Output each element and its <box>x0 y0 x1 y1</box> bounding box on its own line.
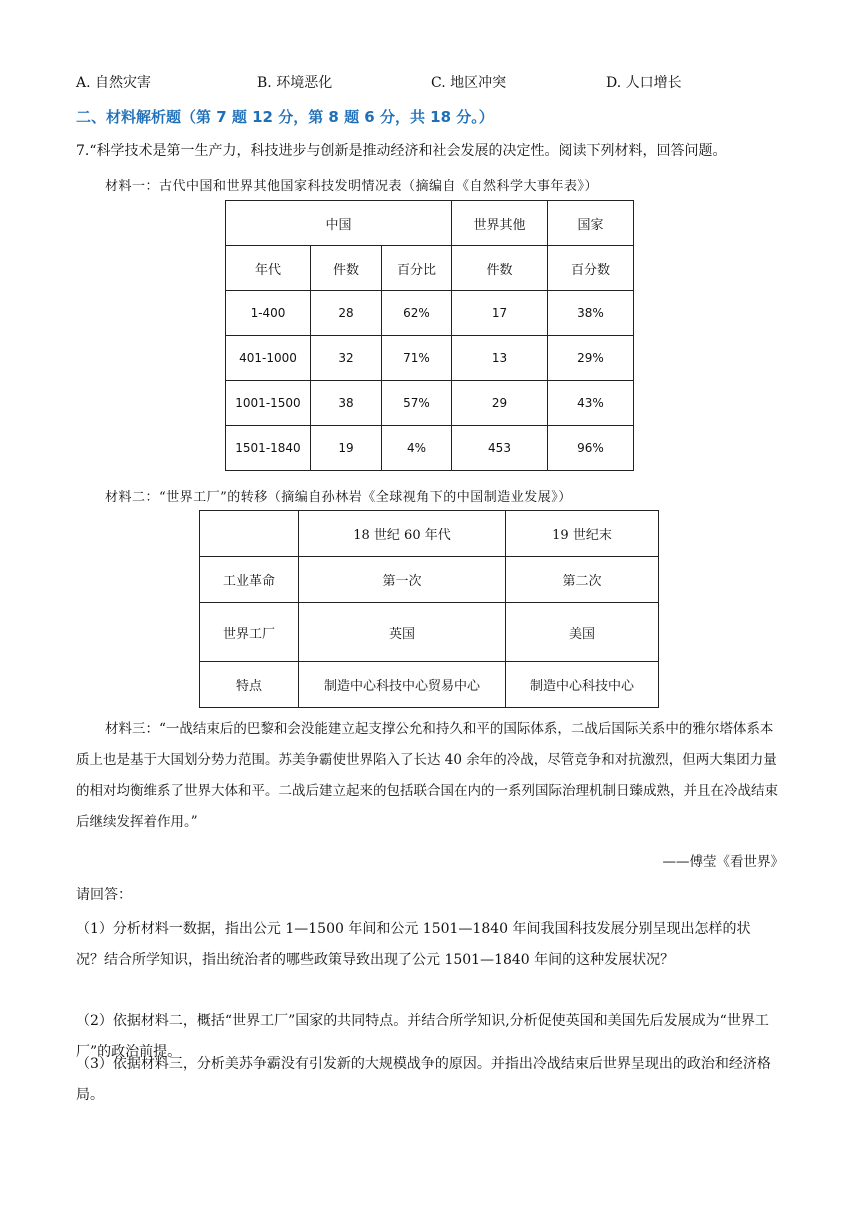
cell-w-pct: 38% <box>548 291 634 336</box>
header-world: 世界其他 <box>452 201 548 246</box>
cell-w-count: 13 <box>452 336 548 381</box>
cell: 第一次 <box>299 557 506 603</box>
cell-cn-pct: 4% <box>382 426 452 471</box>
table-row <box>200 511 659 557</box>
answer-options-row <box>76 72 796 96</box>
row-label: 特点 <box>200 662 299 708</box>
col-pct: 百分比 <box>382 246 452 291</box>
option-b: B. 环境恶化 <box>257 75 333 91</box>
option-c: C. 地区冲突 <box>431 75 507 91</box>
table-row <box>200 557 659 603</box>
material-1-title: 材料一：古代中国和世界其他国家科技发明情况表（摘编自《自然科学大事年表》） <box>105 179 599 194</box>
table-row <box>226 381 634 426</box>
cell: 美国 <box>506 603 659 662</box>
cell-w-count: 453 <box>452 426 548 471</box>
question-7-stem: 7.“科学技术是第一生产力，科技进步与创新是推动经济和社会发展的决定性。阅读下列材料，回答问题。 <box>76 143 727 159</box>
col-count: 件数 <box>311 246 382 291</box>
cell-cn-pct: 71% <box>382 336 452 381</box>
col-year: 年代 <box>226 246 311 291</box>
header-18th-century: 18 世纪 60 年代 <box>299 511 506 557</box>
cell-cn-count: 32 <box>311 336 382 381</box>
table-row <box>226 291 634 336</box>
cell-w-count: 29 <box>452 381 548 426</box>
row-label: 世界工厂 <box>200 603 299 662</box>
world-factory-table <box>199 510 659 708</box>
sub-question-2: （2）依据材料二，概括“世界工厂”国家的共同特点。并结合所学知识,分析促使英国和美国先后发展成为“世界工厂”的政治前提。 <box>76 1013 769 1060</box>
cell-year: 401-1000 <box>226 336 311 381</box>
cell-year: 1001-1500 <box>226 381 311 426</box>
cell-w-pct: 96% <box>548 426 634 471</box>
cell-w-count: 17 <box>452 291 548 336</box>
header-country: 国家 <box>548 201 634 246</box>
cell: 制造中心科技中心 <box>506 662 659 708</box>
table-row <box>226 336 634 381</box>
cell-cn-pct: 57% <box>382 381 452 426</box>
table-row <box>226 246 634 291</box>
header-china: 中国 <box>226 201 452 246</box>
cell-cn-count: 19 <box>311 426 382 471</box>
table-row <box>200 603 659 662</box>
cell: 制造中心科技中心贸易中心 <box>299 662 506 708</box>
option-d: D. 人口增长 <box>606 75 682 91</box>
section-title: 二、材料解析题（第 7 题 12 分，第 8 题 6 分，共 18 分。） <box>76 108 494 126</box>
col-pct-world: 百分数 <box>548 246 634 291</box>
cell-w-pct: 43% <box>548 381 634 426</box>
table-row <box>226 201 634 246</box>
answer-prompt: 请回答： <box>76 887 132 903</box>
cell-cn-count: 38 <box>311 381 382 426</box>
option-a: A. 自然灾害 <box>76 75 152 91</box>
cell-year: 1501-1840 <box>226 426 311 471</box>
sub-question-3: （3）依据材料三，分析美苏争霸没有引发新的大规模战争的原因。并指出冷战结束后世界呈现出的政治和经济格局。 <box>76 1056 771 1103</box>
cell-year: 1-400 <box>226 291 311 336</box>
col-count-world: 件数 <box>452 246 548 291</box>
cell-cn-pct: 62% <box>382 291 452 336</box>
header-19th-century: 19 世纪末 <box>506 511 659 557</box>
row-label: 工业革命 <box>200 557 299 603</box>
empty-header-cell <box>200 511 299 557</box>
table-row <box>200 662 659 708</box>
cell: 英国 <box>299 603 506 662</box>
cell-cn-count: 28 <box>311 291 382 336</box>
cell-w-pct: 29% <box>548 336 634 381</box>
material-3-source: ——傅莹《看世界》 <box>662 854 784 870</box>
sub-question-1: （1）分析材料一数据，指出公元 1—1500 年间和公元 1501—1840 年间我国科技发展分别呈现出怎样的状况？结合所学知识，指出统治者的哪些政策导致出现了公元 1501—1840 年间的这种发展状况？ <box>76 921 751 968</box>
table-row <box>226 426 634 471</box>
invention-table <box>225 200 634 471</box>
cell: 第二次 <box>506 557 659 603</box>
material-3-text: 材料三：“一战结束后的巴黎和会没能建立起支撑公允和持久和平的国际体系，二战后国际关系中的雅尔塔体系本质上也是基于大国划分势力范围。苏美争霸使世界陷入了长达 40 余年的冷战，尽管竞争和对抗激烈，但两大集团力量的相对均衡维系了世界大体和平。二战后建立起来的包括联合国在内的一系列国际治理机制日臻成熟，并且在冷战结束后继续发挥着作用。” <box>76 721 778 830</box>
material-2-title: 材料二：“世界工厂”的转移（摘编自孙林岩《全球视角下的中国制造业发展》） <box>105 490 572 505</box>
